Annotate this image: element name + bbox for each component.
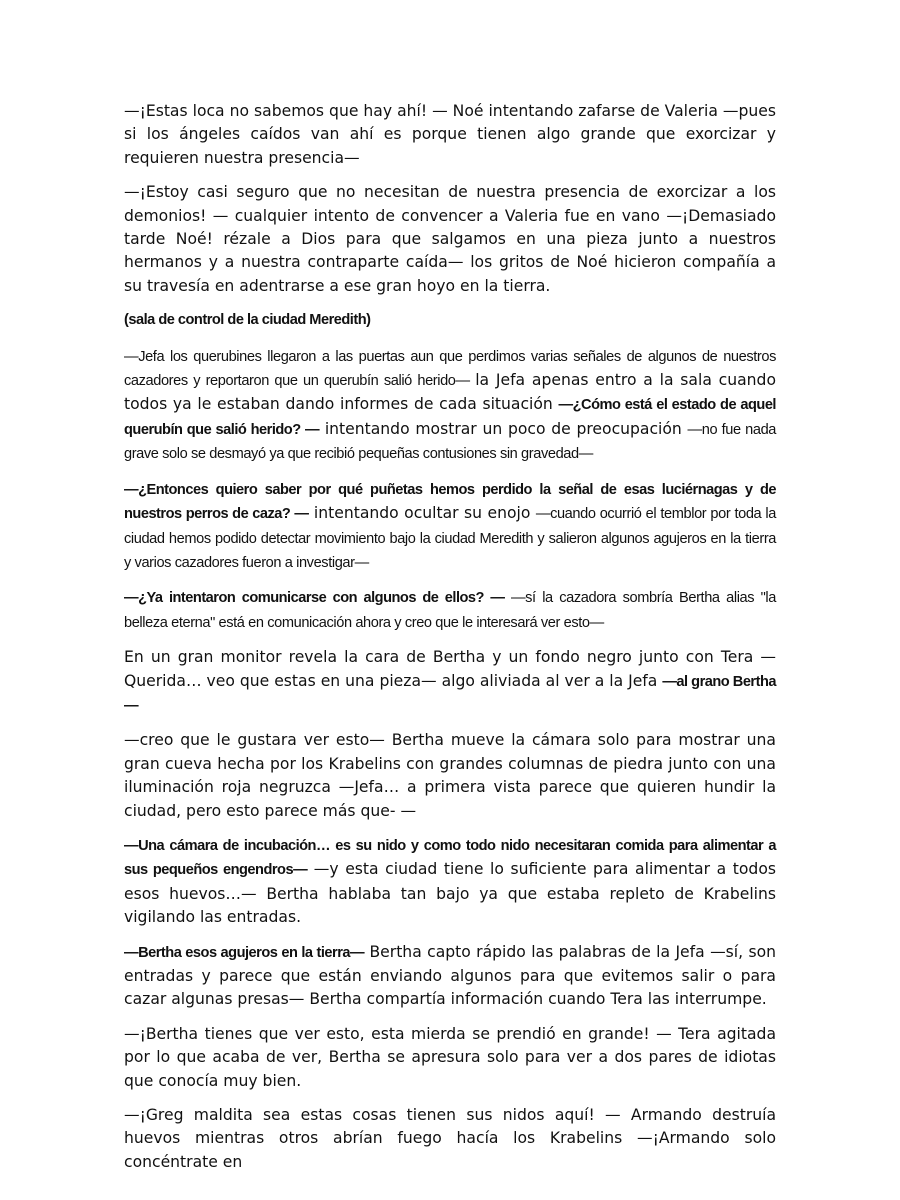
paragraph-6 [124, 646, 776, 718]
paragraph-1 [124, 100, 776, 170]
paragraph-3 [124, 345, 776, 467]
text-run: En un gran monitor revela la cara de Bertha y un fondo negro junto con Tera — Querida… veo que estas en una pieza— algo aliviada al ver a la Jefa [124, 648, 776, 690]
text-run: —no fue nada grave solo se desmayó ya que recibió pequeñas contusiones sin gravedad— [124, 421, 776, 463]
text-run: —¡Bertha tienes que ver esto, esta mierda se prendió en grande! — Tera agitada por lo que acaba de ver, Bertha se apresura solo para ver a dos pares de idiotas que conocía muy bien. [124, 1024, 776, 1090]
paragraph-8 [124, 834, 776, 930]
text-run: —¿Ya intentaron comunicarse con algunos de ellos? — [124, 590, 505, 607]
text-run: —Bertha esos agujeros en la tierra— [124, 944, 365, 961]
text-run: intentando ocultar su enojo [308, 504, 536, 523]
paragraph-11 [124, 1104, 776, 1174]
text-run: —¡Greg maldita sea estas cosas tienen sus nidos aquí! — Armando destruía huevos mientras otros abrían fuego hacía los Krabelins —¡Armando solo concéntrate en [124, 1106, 776, 1171]
text-run: —y esta ciudad tiene lo suficiente para alimentar a todos esos huevos…— Bertha hablaba tan bajo ya que estaba repleto de Krabelins vigilando las entradas. [124, 860, 776, 927]
text-run: —sí la cazadora sombría Bertha alias "la belleza eterna" está en comunicación ahora y creo que le interesará ver esto— [124, 590, 776, 631]
document-page [124, 100, 776, 1185]
text-run: intentando mostrar un poco de preocupación [319, 419, 688, 438]
text-run: la Jefa apenas entro a la sala cuando todos ya le estaban dando informes de cada situación [124, 371, 776, 414]
text-run: —al grano Bertha— [124, 673, 777, 714]
text-run: —Una cámara de incubación… es su nido y como todo nido necesitaran comida para alimentar a sus pequeños engendros— [124, 837, 776, 879]
text-run: —creo que le gustara ver esto— Bertha mueve la cámara solo para mostrar una gran cueva hecha por los Krabelins con grandes columnas de piedra junto con una iluminación roja negruzca —Jefa… a primera vista parece que quieren hundir la ciudad, pero esto parece más que- — [124, 731, 776, 820]
paragraph-4 [124, 478, 776, 576]
paragraph-10 [124, 1023, 776, 1093]
paragraph-2 [124, 181, 776, 298]
paragraph-5 [124, 586, 776, 635]
text-run: —Jefa los querubines llegaron a las puertas aun que perdimos varias señales de algunos de nuestros cazadores y reportaron que un querubín salió herido— [124, 348, 776, 390]
text-run: —¡Estas loca no sabemos que hay ahí! — Noé intentando zafarse de Valeria —pues si los ángeles caídos van ahí es porque tienen algo grande que exorcizar y requieren nuestra presencia— [124, 102, 776, 167]
paragraph-9 [124, 941, 776, 1012]
text-run: —¿Cómo está el estado de aquel querubín que salió herido? — [124, 397, 776, 438]
text-run: —¿Entonces quiero saber por qué puñetas hemos perdido la señal de esas luciérnagas y de nuestros perros de caza? — [124, 481, 776, 523]
section-heading: (sala de control de la ciudad Meredith) [124, 312, 371, 329]
text-run: Bertha capto rápido las palabras de la Jefa —sí, son entradas y parece que están enviando algunos para que evitemos salir o para cazar algunas presas— Bertha compartía información cuando Tera las interrumpe. [124, 942, 776, 1009]
text-run: —¡Estoy casi seguro que no necesitan de nuestra presencia de exorcizar a los demonios! — cualquier intento de convencer a Valeria fue en vano —¡Demasiado tarde Noé! rézale a Dios para que salgamos en una pieza junto a nuestros hermanos y a nuestra contraparte caída— los gritos de Noé hicieron compañía a su travesía en adentrarse a ese gran hoyo en la tierra. [124, 183, 776, 295]
text-run: —cuando ocurrió el temblor por toda la ciudad hemos podido detectar movimiento bajo la ciudad Meredith y salieron algunos agujeros en la tierra y varios cazadores fueron a investigar— [124, 506, 776, 571]
paragraph-7 [124, 729, 776, 823]
